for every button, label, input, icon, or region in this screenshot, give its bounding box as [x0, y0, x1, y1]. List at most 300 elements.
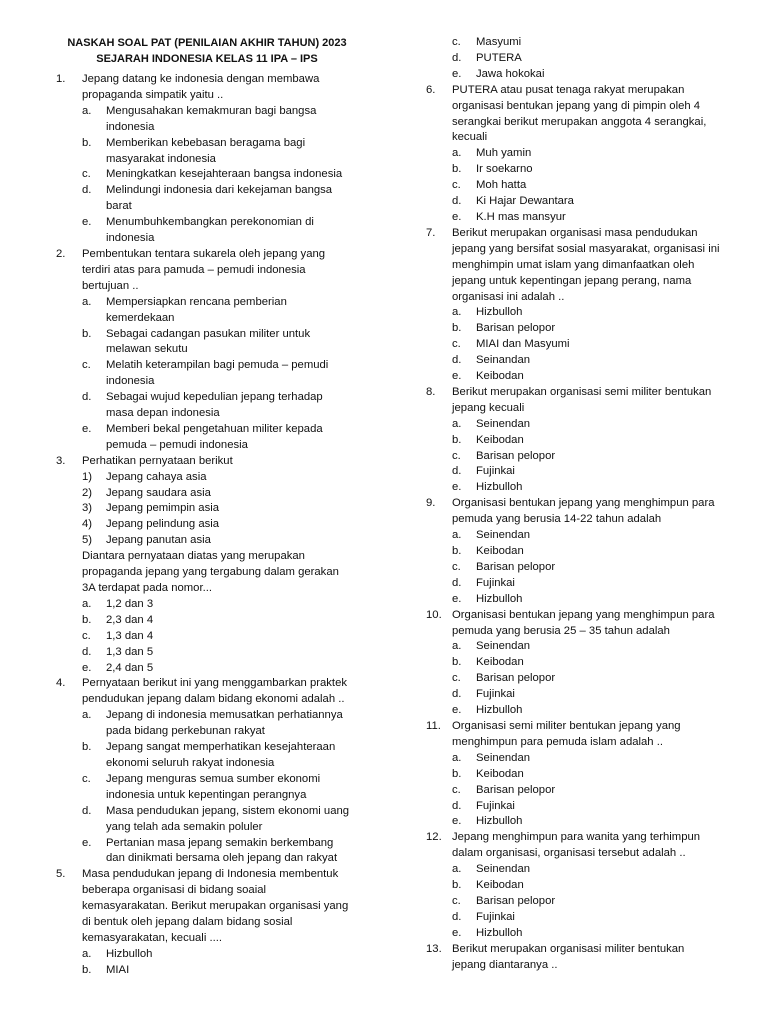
- question-line: [426, 846, 732, 862]
- answer-option: [56, 183, 358, 199]
- option-letter: b.: [452, 545, 462, 557]
- answer-option: [56, 199, 358, 215]
- option-letter: e.: [452, 67, 462, 80]
- question-text: Berikut merupakan organisasi militer bentukan: [452, 942, 685, 955]
- option-text: indonesia: [106, 232, 155, 245]
- statement-text: Jepang pemimpin asia: [106, 502, 220, 515]
- option-text: Melatih keterampilan bagi pemuda – pemudi: [106, 359, 329, 372]
- answer-option: [426, 783, 732, 799]
- question-line: [426, 496, 732, 512]
- option-letter: d.: [452, 576, 462, 589]
- answer-option: [426, 655, 732, 671]
- answer-option: [426, 178, 732, 194]
- answer-option: [426, 162, 732, 178]
- option-letter: a.: [452, 306, 462, 319]
- answer-option: [56, 804, 358, 820]
- question-line: [56, 581, 358, 597]
- answer-option: [56, 597, 358, 613]
- option-letter: e.: [452, 926, 462, 939]
- option-letter: e.: [82, 836, 92, 849]
- option-text: Seinandan: [476, 354, 531, 367]
- option-text: Keibodan: [476, 879, 524, 892]
- option-text: Seinendan: [476, 863, 531, 876]
- answer-option: [426, 639, 732, 655]
- option-letter: b.: [452, 767, 462, 780]
- option-text: pemuda – pemudi indonesia: [106, 438, 248, 451]
- option-letter: c.: [452, 449, 461, 462]
- answer-option: [426, 926, 732, 942]
- answer-option: [56, 311, 358, 327]
- option-letter: e.: [82, 422, 92, 435]
- statement-item: [56, 501, 358, 517]
- answer-option: [426, 210, 732, 226]
- title-line-1: NASKAH SOAL PAT (PENILAIAN AKHIR TAHUN) 2023: [67, 37, 347, 49]
- option-text: Barisan pelopor: [476, 672, 556, 685]
- question-text: 3A terdapat pada nomor...: [82, 582, 213, 594]
- question-text: dalam organisasi, organisasi tersebut adalah ..: [452, 847, 686, 860]
- option-letter: b.: [82, 327, 92, 340]
- option-text: Hizbulloh: [476, 815, 523, 828]
- answer-option: [426, 862, 732, 878]
- question-line: [56, 279, 358, 295]
- option-text: Mengusahakan kemakmuran bagi bangsa: [106, 104, 317, 117]
- question-line: [426, 512, 732, 528]
- question-number: 4.: [56, 677, 66, 690]
- option-letter: e.: [452, 210, 462, 223]
- question-line: [56, 883, 358, 899]
- option-text: Fujinkai: [476, 688, 515, 701]
- option-letter: a.: [452, 751, 462, 764]
- question-text: beberapa organisasi di bidang soaial: [82, 884, 267, 897]
- answer-option: [56, 422, 358, 438]
- answer-option: [426, 528, 732, 544]
- question-line: [426, 274, 732, 290]
- option-letter: b.: [82, 963, 92, 976]
- option-text: ekonomi seluruh rakyat indonesia: [106, 756, 275, 769]
- question-text: Organisasi bentukan jepang yang menghimpun para: [452, 608, 715, 621]
- question-line: [56, 899, 358, 915]
- option-letter: d.: [452, 910, 462, 923]
- question-number: 11.: [426, 719, 441, 732]
- question-text: jepang yang bersifat sosial masyarakat, organisasi ini: [452, 242, 720, 255]
- question-line: [426, 290, 732, 306]
- option-text: Seinendan: [476, 640, 531, 653]
- question-number: 2.: [56, 247, 66, 260]
- answer-option: [56, 772, 358, 788]
- option-letter: c.: [452, 894, 461, 907]
- answer-option: [56, 645, 358, 661]
- option-text: Sebagai wujud kepedulian jepang terhadap: [106, 391, 323, 404]
- question-text: kemasyarakatan. Berikut merupakan organisasi yang: [82, 900, 349, 913]
- option-text: Hizbulloh: [476, 704, 523, 717]
- answer-option: [56, 788, 358, 804]
- question-number: 1.: [56, 73, 66, 85]
- question-line: [56, 263, 358, 279]
- option-letter: a.: [452, 863, 462, 876]
- option-text: MIAI dan Masyumi: [476, 338, 570, 351]
- answer-option: [426, 449, 732, 465]
- option-text: Keibodan: [476, 767, 524, 780]
- answer-option: [56, 152, 358, 168]
- answer-option: [56, 661, 358, 677]
- option-text: Keibodan: [476, 656, 524, 669]
- option-text: Barisan pelopor: [476, 894, 556, 907]
- answer-option: [56, 215, 358, 231]
- option-text: masa depan indonesia: [106, 407, 220, 420]
- question-text: Berikut merupakan organisasi semi militer bentukan: [452, 385, 712, 398]
- answer-option: [56, 390, 358, 406]
- option-text: 1,3 dan 5: [106, 645, 154, 658]
- statement-item: [56, 470, 358, 486]
- option-text: yang telah ada semakin poluler: [106, 820, 263, 833]
- option-text: 1,2 dan 3: [106, 597, 154, 610]
- question-number: 3.: [56, 454, 66, 467]
- option-letter: c.: [452, 179, 461, 192]
- option-text: Melindungi indonesia dari kekejaman bangsa: [106, 184, 333, 197]
- question-text: jepang diantaranya ..: [452, 958, 558, 971]
- option-text: Keibodan: [476, 545, 524, 557]
- option-text: 2,3 dan 4: [106, 613, 154, 626]
- question-line: [426, 624, 732, 640]
- option-text: Hizbulloh: [476, 592, 523, 605]
- option-text: Sebagai cadangan pasukan militer untuk: [106, 327, 311, 340]
- option-letter: a.: [82, 295, 92, 308]
- question-line: [426, 608, 732, 624]
- answer-option: [426, 576, 732, 592]
- option-text: barat: [106, 200, 132, 213]
- option-letter: b.: [82, 613, 92, 626]
- option-letter: e.: [452, 370, 462, 383]
- question-line: [426, 258, 732, 274]
- question-number: 12.: [426, 831, 442, 844]
- option-text: Jepang sangat memperhatikan kesejahteraan: [106, 741, 336, 754]
- question-text: terdiri atas para pamuda – pemudi indonesia: [82, 263, 306, 276]
- statement-item: [56, 486, 358, 502]
- question-number: 6.: [426, 83, 436, 96]
- option-text: Hizbulloh: [476, 926, 523, 939]
- question-line: [426, 130, 732, 146]
- statement-text: Jepang panutan asia: [106, 534, 211, 547]
- option-text: Masa pendudukan jepang, sistem ekonomi uang: [106, 804, 350, 817]
- option-letter: c.: [452, 672, 461, 685]
- option-letter: d.: [452, 465, 462, 478]
- question-text: Organisasi bentukan jepang yang menghimpun para: [452, 497, 715, 510]
- question-text: organisasi bentukan jepang yang di pimpin oleh 4: [452, 99, 701, 112]
- question-line: [56, 867, 358, 883]
- option-text: Fujinkai: [476, 576, 515, 589]
- answer-option: [426, 767, 732, 783]
- option-text: Muh yamin: [476, 147, 532, 160]
- statement-number: 3): [82, 502, 93, 515]
- answer-option: [56, 374, 358, 390]
- question-text: menghimpin umat islam yang dimanfaatkan oleh: [452, 258, 695, 271]
- question-number: 5.: [56, 868, 66, 881]
- option-text: Masyumi: [476, 36, 522, 48]
- option-text: pada bidang perkebunan rakyat: [106, 725, 265, 738]
- question-line: [56, 88, 358, 104]
- option-letter: a.: [82, 947, 92, 960]
- answer-option: [426, 433, 732, 449]
- question-line: [56, 931, 358, 947]
- option-letter: c.: [452, 560, 461, 573]
- option-text: Mempersiapkan rencana pemberian: [106, 295, 287, 308]
- question-number: 9.: [426, 497, 436, 510]
- option-text: Barisan pelopor: [476, 783, 556, 796]
- option-letter: b.: [452, 433, 462, 446]
- question-text: menghimpun para pemuda islam adalah ..: [452, 735, 664, 748]
- question-number: 8.: [426, 385, 436, 398]
- answer-option: [426, 321, 732, 337]
- answer-option: [56, 167, 358, 183]
- question-line: [426, 99, 732, 115]
- option-text: Jepang di indonesia memusatkan perhatiannya: [106, 709, 343, 722]
- option-letter: a.: [82, 709, 92, 722]
- answer-option: [426, 146, 732, 162]
- question-text: jepang kecuali: [452, 401, 525, 414]
- answer-option: [56, 120, 358, 136]
- question-text: pemuda yang berusia 14-22 tahun adalah: [452, 513, 662, 526]
- option-letter: d.: [82, 804, 92, 817]
- option-letter: c.: [452, 36, 461, 48]
- question-text: Perhatikan pernyataan berikut: [82, 454, 233, 467]
- option-letter: c.: [452, 338, 461, 351]
- answer-option: [426, 417, 732, 433]
- option-text: Keibodan: [476, 433, 524, 446]
- statement-item: [56, 517, 358, 533]
- option-letter: c.: [82, 629, 91, 642]
- answer-option: [56, 740, 358, 756]
- answer-option: [426, 194, 732, 210]
- answer-option: [56, 136, 358, 152]
- answer-option: [56, 724, 358, 740]
- question-text: pemuda yang berusia 25 – 35 tahun adalah: [452, 624, 670, 637]
- question-text: propaganda jepang yang tergabung dalam gerakan: [82, 566, 339, 579]
- answer-option: [426, 671, 732, 687]
- option-text: Hizbulloh: [476, 306, 523, 319]
- option-text: indonesia untuk kepentingan perangnya: [106, 788, 307, 801]
- answer-option: [426, 35, 732, 51]
- question-line: [56, 676, 358, 692]
- question-text: bertujuan ..: [82, 279, 139, 292]
- option-text: Meningkatkan kesejahteraan bangsa indonesia: [106, 168, 343, 181]
- option-text: masyarakat indonesia: [106, 152, 216, 165]
- question-text: Jepang datang ke indonesia dengan membawa: [82, 73, 320, 85]
- question-text: Diantara pernyataan diatas yang merupakan: [82, 550, 305, 563]
- question-line: [56, 692, 358, 708]
- answer-option: [426, 480, 732, 496]
- option-letter: e.: [452, 592, 462, 605]
- answer-option: [56, 756, 358, 772]
- option-letter: d.: [452, 799, 462, 812]
- question-text: Pembentukan tentara sukarela oleh jepang yang: [82, 247, 326, 260]
- statement-number: 4): [82, 518, 93, 531]
- option-text: Barisan pelopor: [476, 322, 556, 335]
- option-text: Seinendan: [476, 529, 531, 542]
- statement-text: Jepang pelindung asia: [106, 518, 220, 531]
- answer-option: [426, 878, 732, 894]
- answer-option: [56, 104, 358, 120]
- question-line: [56, 915, 358, 931]
- option-letter: e.: [452, 481, 462, 494]
- answer-option: [56, 820, 358, 836]
- question-text: kemasyarakatan, kecuali ....: [82, 931, 223, 944]
- statement-text: Jepang saudara asia: [106, 486, 211, 499]
- question-text: jepang untuk kepentingan jepang perang, nama: [452, 274, 692, 287]
- question-text: di bentuk oleh jepang dalam bidang sosial: [82, 916, 293, 929]
- option-letter: b.: [82, 136, 92, 149]
- question-number: 10.: [426, 608, 442, 621]
- option-letter: d.: [82, 645, 92, 658]
- question-line: [56, 247, 358, 263]
- question-line: [426, 401, 732, 417]
- option-letter: d.: [82, 391, 92, 404]
- option-text: Ir soekarno: [476, 163, 533, 176]
- answer-option: [426, 51, 732, 67]
- statement-number: 5): [82, 534, 93, 547]
- question-number: 13.: [426, 942, 442, 955]
- option-text: melawan sekutu: [106, 343, 188, 356]
- answer-option: [56, 327, 358, 343]
- answer-option: [56, 358, 358, 374]
- answer-option: [426, 544, 732, 560]
- statement-number: 2): [82, 486, 93, 499]
- question-text: serangkai berikut merupakan anggota 4 serangkai,: [452, 115, 707, 128]
- option-letter: c.: [82, 772, 91, 785]
- statement-item: [56, 533, 358, 549]
- option-text: Ki Hajar Dewantara: [476, 195, 574, 208]
- option-letter: c.: [452, 783, 461, 796]
- option-text: Pertanian masa jepang semakin berkembang: [106, 836, 334, 849]
- question-line: [426, 385, 732, 401]
- option-letter: b.: [82, 741, 92, 754]
- option-letter: e.: [452, 704, 462, 717]
- option-letter: b.: [452, 163, 462, 176]
- answer-option: [56, 295, 358, 311]
- answer-option: [426, 814, 732, 830]
- question-text: pendudukan jepang dalam bidang ekonomi adalah ..: [82, 693, 345, 706]
- option-letter: d.: [82, 184, 92, 197]
- answer-option: [56, 342, 358, 358]
- option-text: 1,3 dan 4: [106, 629, 154, 642]
- answer-option: [56, 629, 358, 645]
- answer-option: [426, 353, 732, 369]
- option-text: K.H mas mansyur: [476, 210, 566, 223]
- option-text: Memberi bekal pengetahuan militer kepada: [106, 422, 323, 435]
- question-text: Organisasi semi militer bentukan jepang yang: [452, 719, 681, 732]
- option-letter: a.: [82, 104, 92, 117]
- option-letter: b.: [452, 879, 462, 892]
- question-text: Jepang menghimpun para wanita yang terhimpun: [452, 831, 701, 844]
- option-letter: a.: [82, 597, 92, 610]
- option-letter: b.: [452, 322, 462, 335]
- option-text: Menumbuhkembangkan perekonomian di: [106, 216, 314, 229]
- document-title: [56, 36, 358, 67]
- question-line: [426, 735, 732, 751]
- option-text: MIAI: [106, 963, 130, 976]
- answer-option: [426, 67, 732, 83]
- option-letter: d.: [452, 354, 462, 367]
- option-text: Fujinkai: [476, 465, 515, 478]
- option-text: PUTERA: [476, 51, 522, 64]
- answer-option: [426, 894, 732, 910]
- option-letter: a.: [452, 529, 462, 542]
- option-text: Seinendan: [476, 417, 531, 430]
- question-text: organisasi ini adalah ..: [452, 290, 565, 303]
- question-line: [426, 719, 732, 735]
- answer-option: [426, 464, 732, 480]
- option-text: indonesia: [106, 375, 155, 388]
- statement-number: 1): [82, 470, 93, 483]
- answer-option: [426, 369, 732, 385]
- answer-option: [56, 836, 358, 852]
- question-number: 7.: [426, 226, 436, 239]
- answer-option: [56, 438, 358, 454]
- option-text: 2,4 dan 5: [106, 661, 154, 674]
- answer-option: [426, 337, 732, 353]
- option-text: Barisan pelopor: [476, 449, 556, 462]
- option-text: kemerdekaan: [106, 311, 175, 324]
- option-letter: a.: [452, 147, 462, 160]
- option-letter: e.: [452, 815, 462, 828]
- option-text: Fujinkai: [476, 910, 515, 923]
- question-line: [426, 226, 732, 242]
- option-letter: c.: [82, 359, 91, 372]
- answer-option: [426, 305, 732, 321]
- question-text: Masa pendudukan jepang di Indonesia membentuk: [82, 868, 339, 881]
- answer-option: [426, 799, 732, 815]
- right-column: [426, 35, 732, 973]
- option-text: Fujinkai: [476, 799, 515, 812]
- left-questions: [56, 72, 358, 979]
- question-line: [426, 115, 732, 131]
- option-letter: e.: [82, 216, 92, 229]
- option-text: Jawa hokokai: [476, 67, 545, 80]
- question-line: [426, 830, 732, 846]
- option-letter: c.: [82, 168, 91, 181]
- left-column: [56, 36, 358, 979]
- question-text: Pernyataan berikut ini yang menggambarkan praktek: [82, 677, 348, 690]
- question-line: [56, 565, 358, 581]
- statement-text: Jepang cahaya asia: [106, 470, 207, 483]
- option-letter: d.: [452, 51, 462, 64]
- answer-option: [426, 687, 732, 703]
- answer-option: [426, 703, 732, 719]
- option-letter: d.: [452, 195, 462, 208]
- answer-option: [56, 708, 358, 724]
- question-text: kecuali: [452, 131, 488, 144]
- option-letter: d.: [452, 688, 462, 701]
- right-questions: [426, 35, 732, 973]
- answer-option: [426, 592, 732, 608]
- option-text: Barisan pelopor: [476, 560, 556, 573]
- option-letter: e.: [82, 661, 92, 674]
- option-text: Jepang menguras semua sumber ekonomi: [106, 772, 321, 785]
- answer-option: [56, 851, 358, 867]
- answer-option: [56, 231, 358, 247]
- option-text: Memberikan kebebasan beragama bagi: [106, 136, 306, 149]
- question-line: [426, 83, 732, 99]
- option-text: Keibodan: [476, 370, 524, 383]
- option-text: dan dinikmati bersama oleh jepang dan rakyat: [106, 852, 338, 865]
- question-text: propaganda simpatik yaitu ..: [82, 88, 224, 101]
- title-line-2: SEJARAH INDONESIA KELAS 11 IPA – IPS: [96, 52, 318, 65]
- option-text: Hizbulloh: [106, 947, 153, 960]
- option-text: Moh hatta: [476, 179, 527, 192]
- question-text: Berikut merupakan organisasi masa pendudukan: [452, 226, 698, 239]
- option-text: Seinendan: [476, 751, 531, 764]
- answer-option: [56, 613, 358, 629]
- answer-option: [56, 963, 358, 979]
